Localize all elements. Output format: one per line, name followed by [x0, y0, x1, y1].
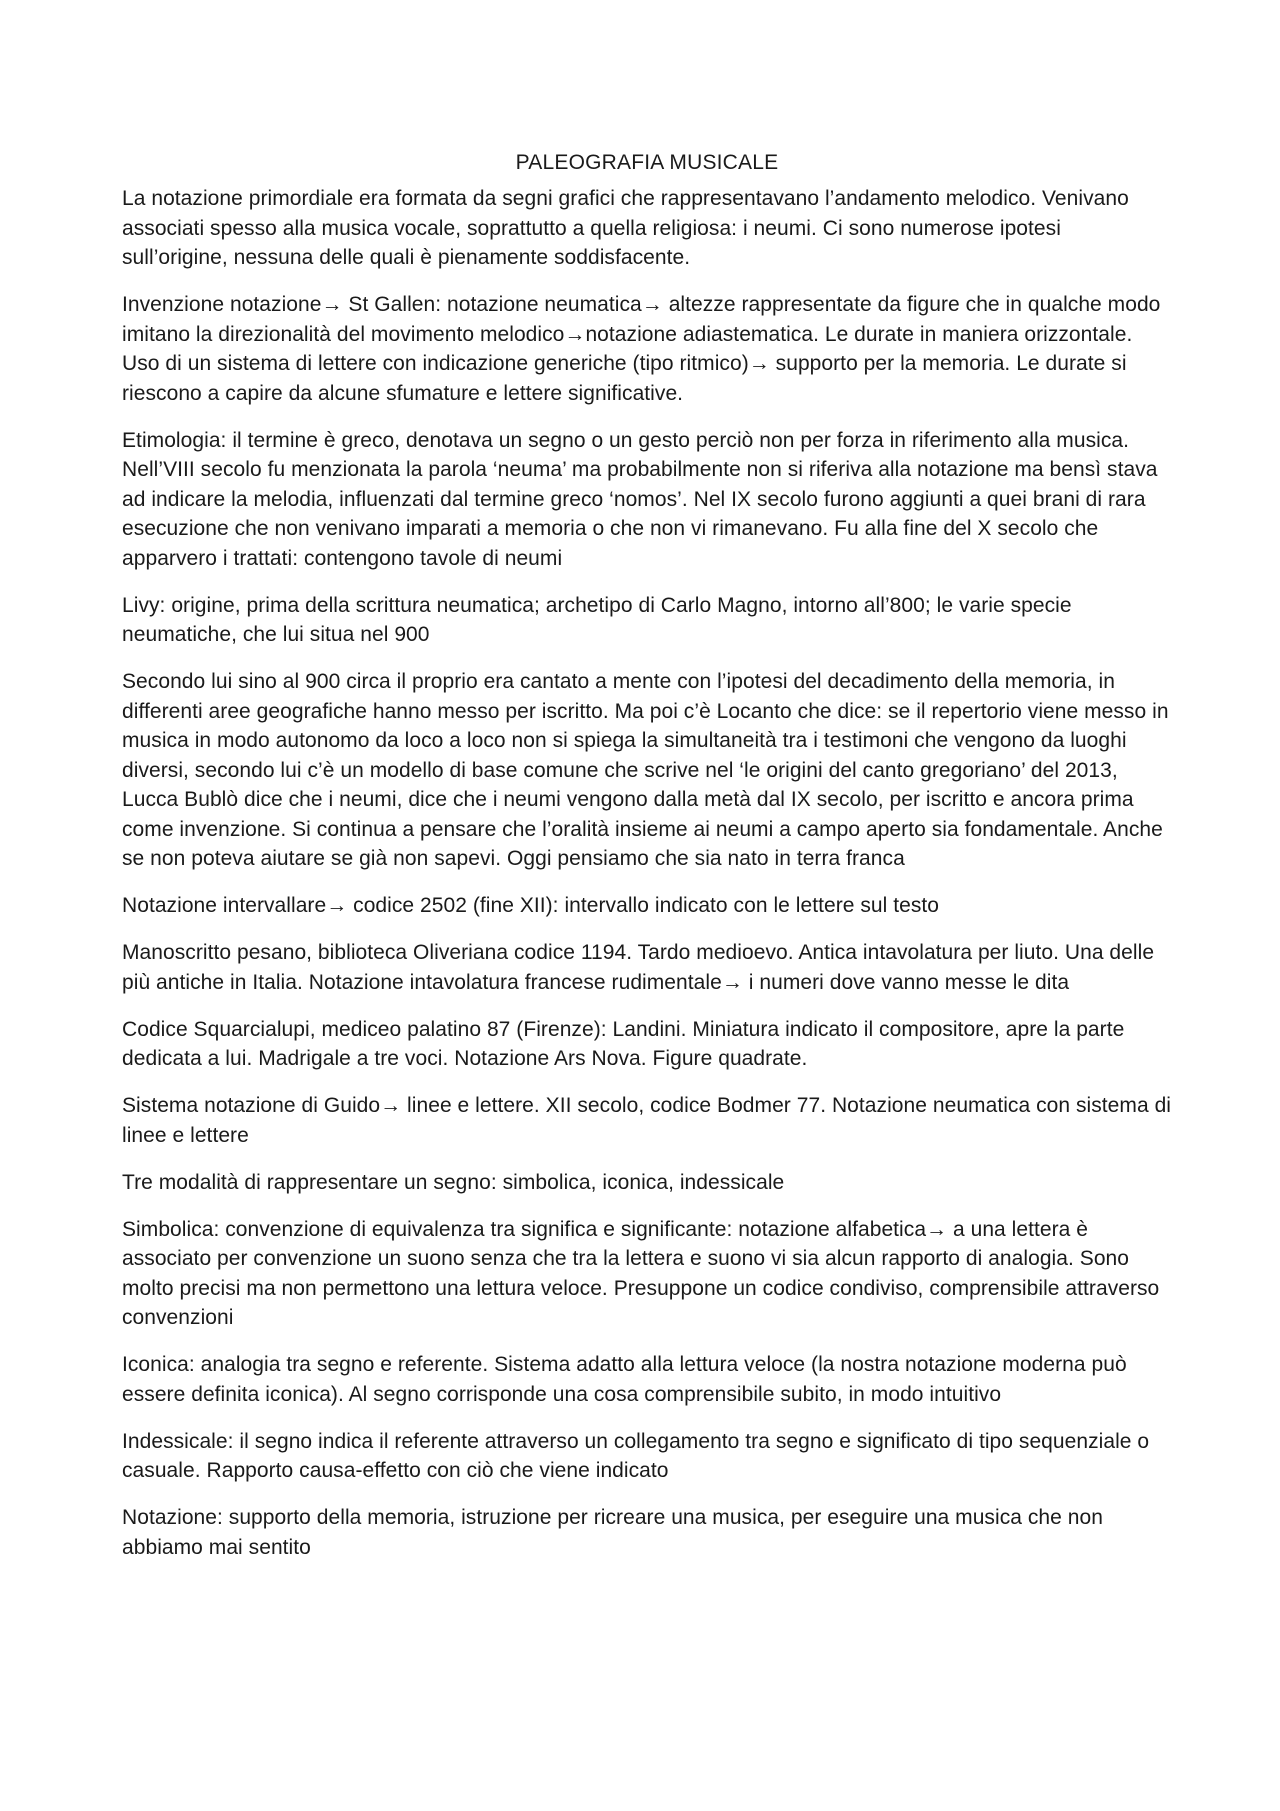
- paragraph-notazione-primordiale: La notazione primordiale era formata da segni grafici che rappresentavano l’andamento melodico. Venivano associati spesso alla musica vocale, soprattutto a quella religiosa: i neumi. Ci sono numerose ipotesi sull’origine, nessuna delle quali è pienamente soddisfacente.: [122, 187, 1129, 269]
- paragraph-livy: Livy: origine, prima della scrittura neumatica; archetipo di Carlo Magno, intorno all’800; le varie specie neumatiche, che lui situa nel 900: [122, 593, 1072, 646]
- paragraph-indessicale: Indessicale: il segno indica il referente attraverso un collegamento tra segno e significato di tipo sequenziale o casuale. Rapporto causa-effetto con ciò che viene indicato: [122, 1429, 1150, 1482]
- paragraph-invenzione-notazione: Invenzione notazione→ St Gallen: notazione neumatica→ altezze rappresentate da figure che in qualche modo imitano la direzionalità del movimento melodico→notazione adiastematica. Le durate in maniera orizzontale. Uso di un sistema di lettere con indicazione generiche (tipo ritmico)→ supporto per la memoria. Le durate si riescono a capire da alcune sfumature e lettere significative.: [122, 293, 1161, 405]
- paragraph-manoscritto-pesano: Manoscritto pesano, biblioteca Oliveriana codice 1194. Tardo medioevo. Antica intavolatura per liuto. Una delle più antiche in Italia. Notazione intavolatura francese rudimentale→ i numeri dove vanno messe le dita: [122, 941, 1155, 994]
- paragraph-tre-modalita: Tre modalità di rappresentare un segno: simbolica, iconica, indessicale: [122, 1170, 785, 1194]
- paragraph-codice-squarcialupi: Codice Squarcialupi, mediceo palatino 87 (Firenze): Landini. Miniatura indicato il compositore, apre la parte dedicata a lui. Madrigale a tre voci. Notazione Ars Nova. Figure quadrate.: [122, 1017, 1125, 1070]
- paragraph-iconica: Iconica: analogia tra segno e referente. Sistema adatto alla lettura veloce (la nostra notazione moderna può essere definita iconica). Al segno corrisponde una cosa comprensibile subito, in modo intuitivo: [122, 1353, 1127, 1406]
- paragraph-sistema-guido: Sistema notazione di Guido→ linee e lettere. XII secolo, codice Bodmer 77. Notazione neumatica con sistema di linee e lettere: [122, 1094, 1172, 1147]
- paragraph-notazione-intervallare: Notazione intervallare→ codice 2502 (fine XII): intervallo indicato con le lettere sul testo: [122, 894, 940, 917]
- paragraph-secondo-lui: Secondo lui sino al 900 circa il proprio era cantato a mente con l’ipotesi del decadimento della memoria, in differenti aree geografiche hanno messo per iscritto. Ma poi c’è Locanto che dice: se il repertorio viene messo in musica in modo autonomo da loco a loco non si spiega la simultaneità tra i testimoni che vengono da luoghi diversi, secondo lui c’è un modello di base comune che scrive nel ‘le origini del canto gregoriano’ del 2013, Lucca Bublò dice che i neumi, dice che i neumi vengono dalla metà dal IX secolo, per iscritto e ancora prima come invenzione. Si continua a pensare che l’oralità insieme ai neumi a campo aperto sia fondamentale. Anche se non poteva aiutare se già non sapevi. Oggi pensiamo che sia nato in terra franca: [122, 670, 1169, 870]
- document-title: PALEOGRAFIA MUSICALE: [515, 151, 779, 174]
- paragraph-simbolica: Simbolica: convenzione di equivalenza tra significa e significante: notazione alfabetica→ a una lettera è associato per convenzione un suono senza che tra la lettera e suono vi sia alcun rapporto di analogia. Sono molto precisi ma non permettono una lettura veloce. Presuppone un codice condiviso, comprensibile attraverso convenzioni: [122, 1217, 1160, 1329]
- document-page: [122, 148, 1172, 1580]
- paragraph-notazione-supporto: Notazione: supporto della memoria, istruzione per ricreare una musica, per eseguire una musica che non abbiamo mai sentito: [122, 1506, 1103, 1559]
- paragraph-etimologia: Etimologia: il termine è greco, denotava un segno o un gesto perciò non per forza in riferimento alla musica. Nell’VIII secolo fu menzionata la parola ‘neuma’ ma probabilmente non si riferiva alla notazione ma bensì stava ad indicare la melodia, influenzati dal termine greco ‘nomos’. Nel IX secolo furono aggiunti a quei brani di rara esecuzione che non venivano imparati a memoria o che non vi rimanevano. Fu alla fine del X secolo che apparvero i trattati: contengono tavole di neumi: [122, 428, 1158, 570]
